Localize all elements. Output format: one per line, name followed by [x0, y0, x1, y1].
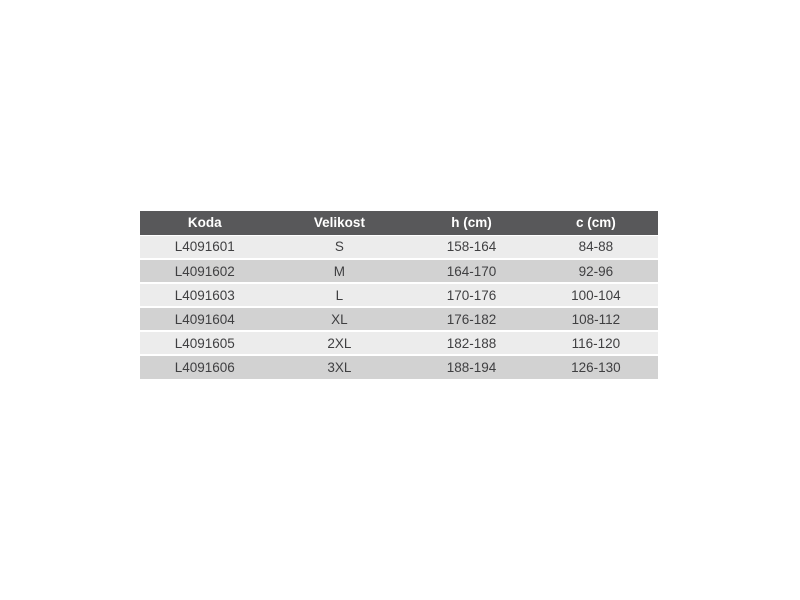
cell-c-cm: 100-104	[534, 283, 658, 307]
cell-koda: L4091603	[140, 283, 270, 307]
cell-h-cm: 170-176	[409, 283, 533, 307]
size-chart	[140, 211, 658, 379]
table-row	[140, 307, 658, 331]
size-chart-table	[140, 211, 658, 379]
cell-velikost: S	[270, 235, 410, 259]
cell-velikost: M	[270, 259, 410, 283]
cell-c-cm: 84-88	[534, 235, 658, 259]
cell-h-cm: 188-194	[409, 355, 533, 379]
cell-h-cm: 176-182	[409, 307, 533, 331]
cell-h-cm: 182-188	[409, 331, 533, 355]
column-header-velikost: Velikost	[270, 211, 410, 235]
cell-koda: L4091604	[140, 307, 270, 331]
cell-c-cm: 116-120	[534, 331, 658, 355]
column-header-h-cm: h (cm)	[409, 211, 533, 235]
cell-velikost: 2XL	[270, 331, 410, 355]
cell-h-cm: 164-170	[409, 259, 533, 283]
column-header-koda: Koda	[140, 211, 270, 235]
table-row	[140, 355, 658, 379]
table-header-row	[140, 211, 658, 235]
cell-koda: L4091601	[140, 235, 270, 259]
cell-velikost: 3XL	[270, 355, 410, 379]
table-row	[140, 259, 658, 283]
cell-koda: L4091602	[140, 259, 270, 283]
table-row	[140, 235, 658, 259]
cell-c-cm: 108-112	[534, 307, 658, 331]
table-row	[140, 331, 658, 355]
cell-koda: L4091606	[140, 355, 270, 379]
cell-c-cm: 92-96	[534, 259, 658, 283]
cell-c-cm: 126-130	[534, 355, 658, 379]
table-row	[140, 283, 658, 307]
cell-velikost: XL	[270, 307, 410, 331]
column-header-c-cm: c (cm)	[534, 211, 658, 235]
cell-h-cm: 158-164	[409, 235, 533, 259]
cell-koda: L4091605	[140, 331, 270, 355]
cell-velikost: L	[270, 283, 410, 307]
